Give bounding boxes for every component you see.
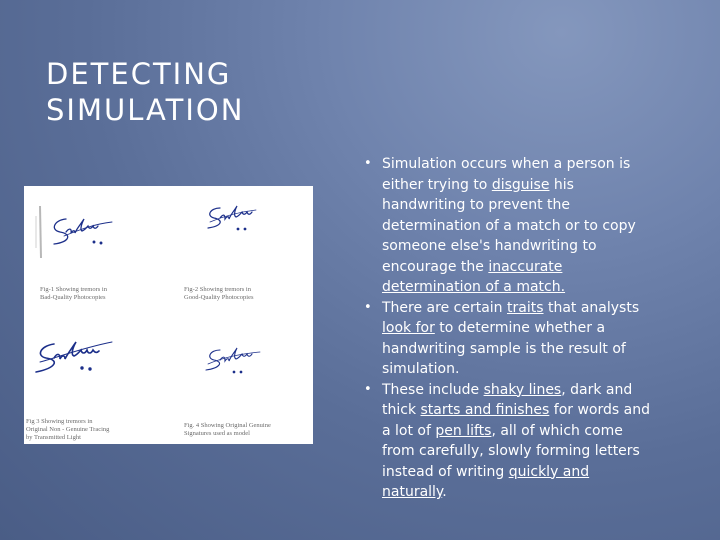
caption-line: Good-Quality Photocopies [184,294,254,301]
signature-3-icon [36,342,112,372]
text-line: simulation. [382,361,460,377]
text-run: a lot of [382,422,436,439]
caption-line: Fig. 4 Showing Original Genuine [184,422,271,429]
text-line: handwriting sample is the result of [382,340,626,357]
figure-caption-3 [26,418,109,442]
figure-caption-2 [184,286,254,302]
text-line [382,380,664,401]
text-line [382,175,664,196]
caption-line: Fig-2 Showing tremors in [184,286,251,293]
underlined-term: naturally [382,484,443,500]
text-line: handwriting to prevent the [382,197,571,213]
figure-caption-1 [40,286,107,302]
text-run: , all of which come [491,422,623,439]
caption-line: by Transmitted Light [26,434,81,441]
underlined-term: shaky lines [483,381,562,398]
text-line [382,318,664,339]
caption-line: Signatures used as model [184,430,250,437]
underlined-term: pen lifts [435,422,492,439]
underlined-term: traits [507,299,544,316]
text-line [382,482,664,503]
text-run: his [549,176,574,193]
text-line [382,298,664,319]
signature-1-icon [54,219,112,244]
text-run: thick [382,402,421,418]
caption-line: Fig-1 Showing tremors in [40,286,107,293]
slide-title-line-1: DETECTING [46,57,232,91]
underlined-term: inaccurate [488,258,563,275]
bullet-item [364,380,664,503]
text-line: from carefully, slowly forming letters [382,443,640,459]
text-run: for words and [549,402,650,418]
caption-line: Original Non - Genuine Tracing [26,426,110,433]
text-run: to determine whether a [434,320,606,336]
text-run: that analysts [543,299,640,316]
signature-samples-svg [24,186,313,444]
underlined-term: determination of a match. [382,279,566,295]
caption-line: Bad-Quality Photocopies [40,294,106,301]
text-line [382,257,664,278]
underlined-term: quickly and [508,463,590,480]
photocopy-artifact [40,206,41,258]
bullet-item [364,154,664,298]
slide-title-line-2: SIMULATION [46,93,245,127]
text-run: encourage the [382,258,489,275]
text-line: determination of a match or to copy [382,217,636,234]
slide-title [46,56,244,128]
bullet-item [364,298,664,380]
text-run: These include [382,381,484,398]
text-run: either trying to [382,176,492,193]
text-run: , dark and [561,381,633,398]
text-run: instead of writing [382,463,509,480]
bullet-dot-icon: • [364,299,372,315]
signature-2-icon [208,206,256,230]
text-line: someone else's handwriting to [382,238,597,254]
bullet-dot-icon: • [364,381,372,397]
signature-figure [24,186,313,444]
figure-caption-4 [184,422,271,438]
signature-4-icon [206,348,260,373]
text-run: . [442,484,447,500]
caption-line: Fig 3 Showing tremors in [26,418,93,425]
bullet-list [364,154,664,503]
bullet-dot-icon: • [364,156,372,171]
text-line: Simulation occurs when a person is [382,156,631,172]
underlined-term: look for [382,320,435,336]
text-line [382,421,664,442]
text-run: There are certain [382,299,507,316]
underlined-term: disguise [491,176,550,193]
text-line [382,400,664,421]
underlined-term: starts and finishes [420,402,550,418]
text-line [382,462,664,483]
